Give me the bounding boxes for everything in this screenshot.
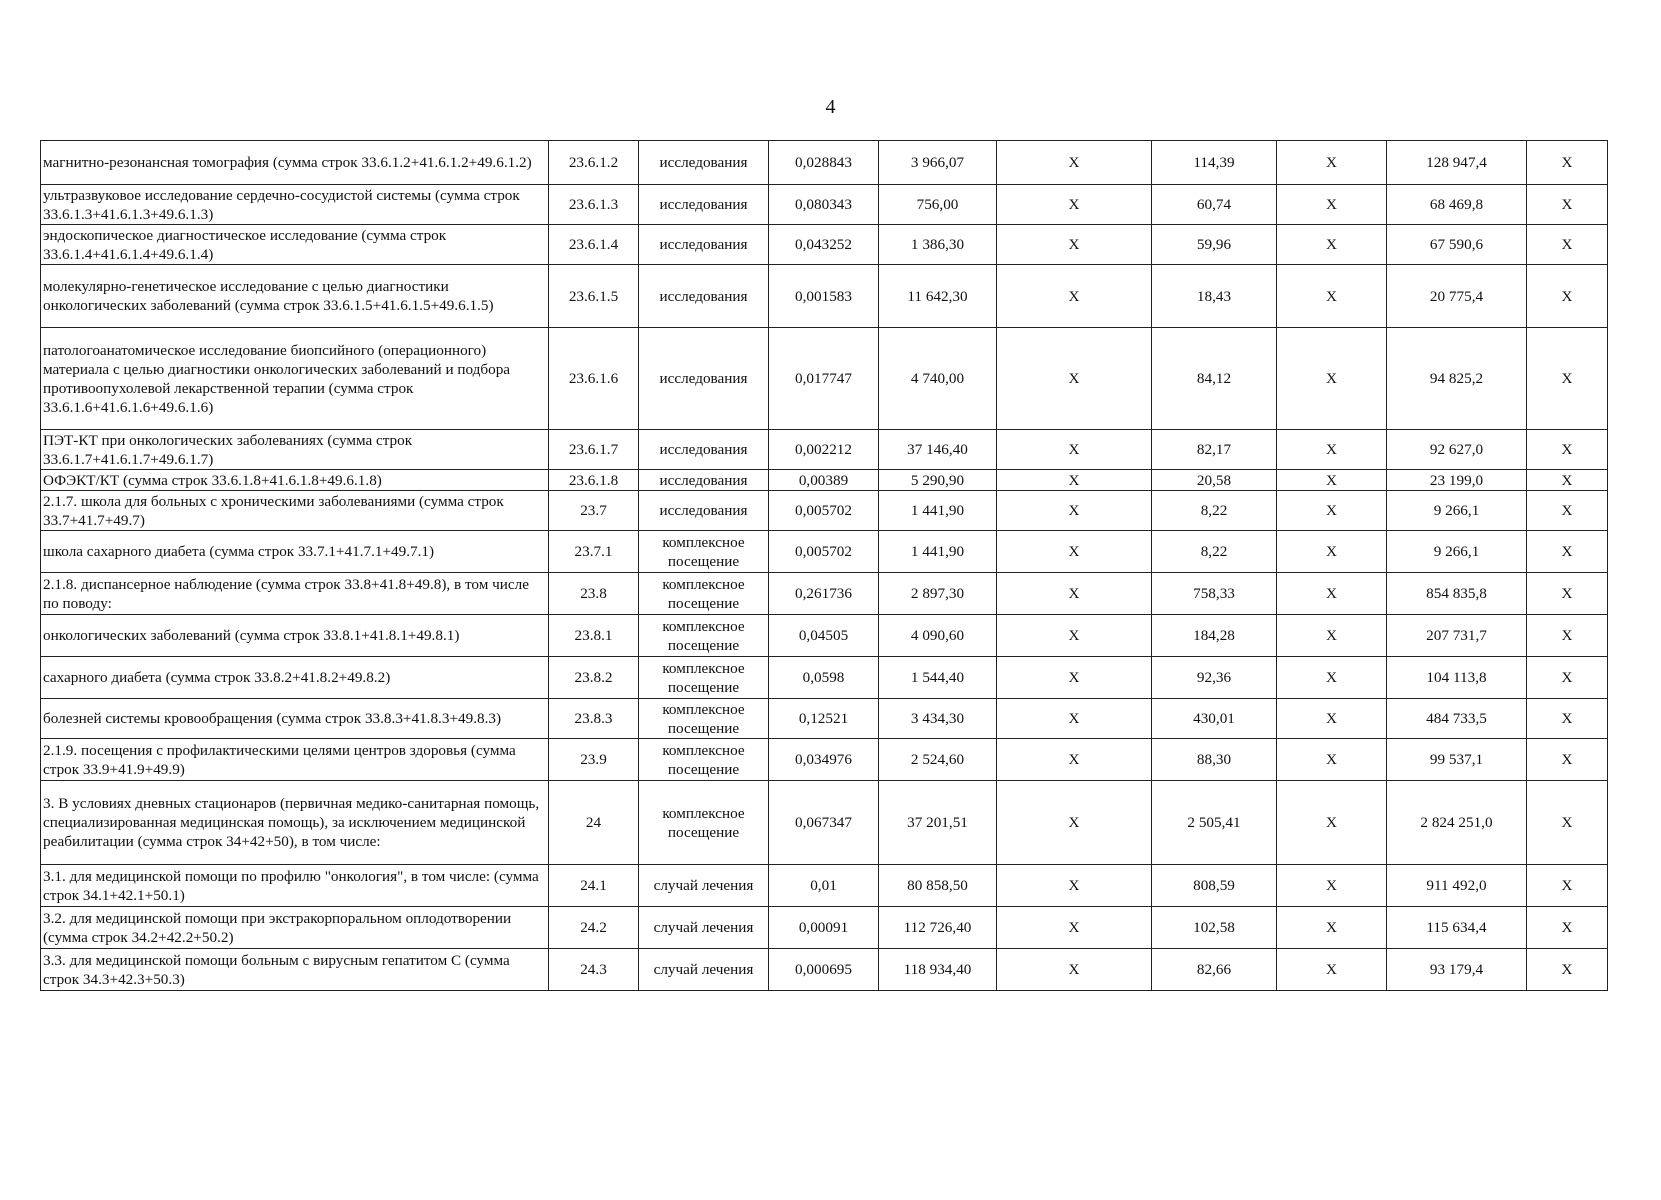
- cost-cell: 1 544,40: [879, 657, 997, 699]
- row-label: 3. В условиях дневных стационаров (первичная медико-санитарная помощь, специализированная медицинская помощь), за исключением медицинской реабилитации (сумма строк 34+42+50), в том числе:: [41, 781, 549, 865]
- unit-cell: исследования: [639, 430, 769, 470]
- line-code: 23.6.1.6: [549, 328, 639, 430]
- total-cell: 99 537,1: [1387, 739, 1527, 781]
- per-capita-cell: 808,59: [1152, 865, 1277, 907]
- unit-cell: исследования: [639, 470, 769, 491]
- table-row: [41, 470, 1608, 491]
- unit-cell: комплексное посещение: [639, 573, 769, 615]
- per-capita-cell: 82,17: [1152, 430, 1277, 470]
- line-code: 23.6.1.2: [549, 141, 639, 185]
- row-label: ОФЭКТ/КТ (сумма строк 33.6.1.8+41.6.1.8+49.6.1.8): [41, 470, 549, 491]
- cost-cell: 80 858,50: [879, 865, 997, 907]
- unit-cell: комплексное посещение: [639, 739, 769, 781]
- line-code: 23.6.1.7: [549, 430, 639, 470]
- per-capita-cell: 88,30: [1152, 739, 1277, 781]
- mark-cell: X: [997, 699, 1152, 739]
- mark-cell: X: [997, 949, 1152, 991]
- rate-cell: 0,002212: [769, 430, 879, 470]
- table-row: [41, 573, 1608, 615]
- mark-cell: X: [1277, 615, 1387, 657]
- mark-cell: X: [1277, 739, 1387, 781]
- mark-cell: X: [1277, 949, 1387, 991]
- total-cell: 115 634,4: [1387, 907, 1527, 949]
- unit-cell: исследования: [639, 265, 769, 328]
- per-capita-cell: 430,01: [1152, 699, 1277, 739]
- total-cell: 128 947,4: [1387, 141, 1527, 185]
- total-cell: 23 199,0: [1387, 470, 1527, 491]
- mark-cell: X: [997, 185, 1152, 225]
- table-row: [41, 699, 1608, 739]
- mark-cell: X: [1277, 265, 1387, 328]
- row-label: эндоскопическое диагностическое исследование (сумма строк 33.6.1.4+41.6.1.4+49.6.1.4): [41, 225, 549, 265]
- mark-cell: X: [1277, 328, 1387, 430]
- table-row: [41, 141, 1608, 185]
- mark-cell: X: [1527, 531, 1608, 573]
- line-code: 23.6.1.4: [549, 225, 639, 265]
- line-code: 23.7.1: [549, 531, 639, 573]
- mark-cell: X: [997, 865, 1152, 907]
- cost-cell: 1 441,90: [879, 531, 997, 573]
- table-row: [41, 265, 1608, 328]
- line-code: 24.3: [549, 949, 639, 991]
- row-label: 2.1.7. школа для больных с хроническими заболеваниями (сумма строк 33.7+41.7+49.7): [41, 491, 549, 531]
- total-cell: 94 825,2: [1387, 328, 1527, 430]
- mark-cell: X: [1527, 225, 1608, 265]
- total-cell: 207 731,7: [1387, 615, 1527, 657]
- rate-cell: 0,00091: [769, 907, 879, 949]
- unit-cell: комплексное посещение: [639, 615, 769, 657]
- mark-cell: X: [1527, 739, 1608, 781]
- unit-cell: комплексное посещение: [639, 531, 769, 573]
- per-capita-cell: 114,39: [1152, 141, 1277, 185]
- row-label: 3.1. для медицинской помощи по профилю "онкология", в том числе: (сумма строк 34.1+42.1+50.1): [41, 865, 549, 907]
- table-row: [41, 615, 1608, 657]
- cost-cell: 3 434,30: [879, 699, 997, 739]
- per-capita-cell: 92,36: [1152, 657, 1277, 699]
- table-row: [41, 185, 1608, 225]
- per-capita-cell: 60,74: [1152, 185, 1277, 225]
- cost-cell: 11 642,30: [879, 265, 997, 328]
- mark-cell: X: [1277, 185, 1387, 225]
- per-capita-cell: 102,58: [1152, 907, 1277, 949]
- rate-cell: 0,005702: [769, 491, 879, 531]
- rate-cell: 0,067347: [769, 781, 879, 865]
- mark-cell: X: [1277, 657, 1387, 699]
- rate-cell: 0,000695: [769, 949, 879, 991]
- unit-cell: исследования: [639, 141, 769, 185]
- table-row: [41, 225, 1608, 265]
- mark-cell: X: [997, 225, 1152, 265]
- unit-cell: комплексное посещение: [639, 781, 769, 865]
- rate-cell: 0,043252: [769, 225, 879, 265]
- mark-cell: X: [1527, 949, 1608, 991]
- mark-cell: X: [997, 907, 1152, 949]
- line-code: 23.9: [549, 739, 639, 781]
- row-label: болезней системы кровообращения (сумма строк 33.8.3+41.8.3+49.8.3): [41, 699, 549, 739]
- mark-cell: X: [1527, 907, 1608, 949]
- row-label: школа сахарного диабета (сумма строк 33.7.1+41.7.1+49.7.1): [41, 531, 549, 573]
- mark-cell: X: [997, 470, 1152, 491]
- mark-cell: X: [997, 328, 1152, 430]
- line-code: 24.1: [549, 865, 639, 907]
- per-capita-cell: 84,12: [1152, 328, 1277, 430]
- row-label: онкологических заболеваний (сумма строк 33.8.1+41.8.1+49.8.1): [41, 615, 549, 657]
- mark-cell: X: [997, 657, 1152, 699]
- cost-cell: 756,00: [879, 185, 997, 225]
- mark-cell: X: [1277, 531, 1387, 573]
- rate-cell: 0,00389: [769, 470, 879, 491]
- row-label: магнитно-резонансная томография (сумма строк 33.6.1.2+41.6.1.2+49.6.1.2): [41, 141, 549, 185]
- cost-cell: 112 726,40: [879, 907, 997, 949]
- mark-cell: X: [1277, 573, 1387, 615]
- line-code: 24: [549, 781, 639, 865]
- rate-cell: 0,001583: [769, 265, 879, 328]
- mark-cell: X: [1527, 430, 1608, 470]
- rate-cell: 0,034976: [769, 739, 879, 781]
- total-cell: 9 266,1: [1387, 531, 1527, 573]
- mark-cell: X: [1527, 573, 1608, 615]
- mark-cell: X: [1277, 699, 1387, 739]
- mark-cell: X: [997, 430, 1152, 470]
- row-label: 3.2. для медицинской помощи при экстракорпоральном оплодотворении (сумма строк 34.2+42.2+50.2): [41, 907, 549, 949]
- page-number: 4: [825, 96, 836, 118]
- total-cell: 104 113,8: [1387, 657, 1527, 699]
- table-row: [41, 657, 1608, 699]
- mark-cell: X: [1527, 328, 1608, 430]
- mark-cell: X: [1527, 470, 1608, 491]
- mark-cell: X: [1277, 491, 1387, 531]
- per-capita-cell: 8,22: [1152, 491, 1277, 531]
- mark-cell: X: [1277, 141, 1387, 185]
- unit-cell: случай лечения: [639, 865, 769, 907]
- mark-cell: X: [997, 615, 1152, 657]
- rate-cell: 0,017747: [769, 328, 879, 430]
- line-code: 23.6.1.8: [549, 470, 639, 491]
- table-row: [41, 531, 1608, 573]
- total-cell: 67 590,6: [1387, 225, 1527, 265]
- cost-cell: 37 201,51: [879, 781, 997, 865]
- row-label: 2.1.9. посещения с профилактическими целями центров здоровья (сумма строк 33.9+41.9+49.9): [41, 739, 549, 781]
- mark-cell: X: [1527, 185, 1608, 225]
- mark-cell: X: [1277, 430, 1387, 470]
- rate-cell: 0,080343: [769, 185, 879, 225]
- mark-cell: X: [1527, 141, 1608, 185]
- unit-cell: случай лечения: [639, 949, 769, 991]
- rate-cell: 0,028843: [769, 141, 879, 185]
- rate-cell: 0,261736: [769, 573, 879, 615]
- cost-cell: 3 966,07: [879, 141, 997, 185]
- cost-cell: 2 524,60: [879, 739, 997, 781]
- mark-cell: X: [1277, 907, 1387, 949]
- mark-cell: X: [1527, 491, 1608, 531]
- per-capita-cell: 184,28: [1152, 615, 1277, 657]
- unit-cell: комплексное посещение: [639, 657, 769, 699]
- total-cell: 2 824 251,0: [1387, 781, 1527, 865]
- line-code: 23.7: [549, 491, 639, 531]
- line-code: 23.8.1: [549, 615, 639, 657]
- mark-cell: X: [997, 141, 1152, 185]
- table-row: [41, 865, 1608, 907]
- cost-cell: 4 090,60: [879, 615, 997, 657]
- total-cell: 911 492,0: [1387, 865, 1527, 907]
- total-cell: 68 469,8: [1387, 185, 1527, 225]
- per-capita-cell: 59,96: [1152, 225, 1277, 265]
- table-row: [41, 739, 1608, 781]
- per-capita-cell: 8,22: [1152, 531, 1277, 573]
- table-row: [41, 781, 1608, 865]
- table-row: [41, 907, 1608, 949]
- mark-cell: X: [1277, 470, 1387, 491]
- rate-cell: 0,04505: [769, 615, 879, 657]
- mark-cell: X: [997, 739, 1152, 781]
- mark-cell: X: [1527, 699, 1608, 739]
- per-capita-cell: 758,33: [1152, 573, 1277, 615]
- data-table: [40, 140, 1608, 991]
- table-row: [41, 430, 1608, 470]
- total-cell: 20 775,4: [1387, 265, 1527, 328]
- rate-cell: 0,0598: [769, 657, 879, 699]
- row-label: 3.3. для медицинской помощи больным с вирусным гепатитом С (сумма строк 34.3+42.3+50.3): [41, 949, 549, 991]
- unit-cell: исследования: [639, 491, 769, 531]
- cost-cell: 1 386,30: [879, 225, 997, 265]
- row-label: ультразвуковое исследование сердечно-сосудистой системы (сумма строк 33.6.1.3+41.6.1.3+49.6.1.3): [41, 185, 549, 225]
- total-cell: 9 266,1: [1387, 491, 1527, 531]
- table-row: [41, 328, 1608, 430]
- row-label: сахарного диабета (сумма строк 33.8.2+41.8.2+49.8.2): [41, 657, 549, 699]
- mark-cell: X: [997, 781, 1152, 865]
- unit-cell: комплексное посещение: [639, 699, 769, 739]
- mark-cell: X: [997, 531, 1152, 573]
- line-code: 24.2: [549, 907, 639, 949]
- mark-cell: X: [1277, 865, 1387, 907]
- mark-cell: X: [1277, 225, 1387, 265]
- table-row: [41, 491, 1608, 531]
- rate-cell: 0,005702: [769, 531, 879, 573]
- per-capita-cell: 2 505,41: [1152, 781, 1277, 865]
- total-cell: 854 835,8: [1387, 573, 1527, 615]
- per-capita-cell: 20,58: [1152, 470, 1277, 491]
- mark-cell: X: [997, 491, 1152, 531]
- cost-cell: 5 290,90: [879, 470, 997, 491]
- row-label: 2.1.8. диспансерное наблюдение (сумма строк 33.8+41.8+49.8), в том числе по поводу:: [41, 573, 549, 615]
- unit-cell: исследования: [639, 185, 769, 225]
- row-label: ПЭТ-КТ при онкологических заболеваниях (сумма строк 33.6.1.7+41.6.1.7+49.6.1.7): [41, 430, 549, 470]
- cost-cell: 1 441,90: [879, 491, 997, 531]
- line-code: 23.6.1.5: [549, 265, 639, 328]
- mark-cell: X: [1527, 265, 1608, 328]
- unit-cell: исследования: [639, 328, 769, 430]
- total-cell: 92 627,0: [1387, 430, 1527, 470]
- total-cell: 93 179,4: [1387, 949, 1527, 991]
- line-code: 23.8: [549, 573, 639, 615]
- rate-cell: 0,12521: [769, 699, 879, 739]
- mark-cell: X: [1527, 781, 1608, 865]
- table-body: [41, 141, 1608, 991]
- table-row: [41, 949, 1608, 991]
- mark-cell: X: [1527, 865, 1608, 907]
- per-capita-cell: 18,43: [1152, 265, 1277, 328]
- mark-cell: X: [1277, 781, 1387, 865]
- line-code: 23.8.3: [549, 699, 639, 739]
- line-code: 23.6.1.3: [549, 185, 639, 225]
- line-code: 23.8.2: [549, 657, 639, 699]
- cost-cell: 37 146,40: [879, 430, 997, 470]
- total-cell: 484 733,5: [1387, 699, 1527, 739]
- cost-cell: 2 897,30: [879, 573, 997, 615]
- cost-cell: 4 740,00: [879, 328, 997, 430]
- unit-cell: случай лечения: [639, 907, 769, 949]
- row-label: патологоанатомическое исследование биопсийного (операционного) материала с целью диагностики онкологических заболеваний и подбора противоопухолевой лекарственной терапии (сумма строк 33.6.1.6+41.6.1.6+49.6.1.6): [41, 328, 549, 430]
- mark-cell: X: [1527, 657, 1608, 699]
- rate-cell: 0,01: [769, 865, 879, 907]
- unit-cell: исследования: [639, 225, 769, 265]
- per-capita-cell: 82,66: [1152, 949, 1277, 991]
- mark-cell: X: [997, 573, 1152, 615]
- mark-cell: X: [1527, 615, 1608, 657]
- mark-cell: X: [997, 265, 1152, 328]
- row-label: молекулярно-генетическое исследование с целью диагностики онкологических заболеваний (сумма строк 33.6.1.5+41.6.1.5+49.6.1.5): [41, 265, 549, 328]
- cost-cell: 118 934,40: [879, 949, 997, 991]
